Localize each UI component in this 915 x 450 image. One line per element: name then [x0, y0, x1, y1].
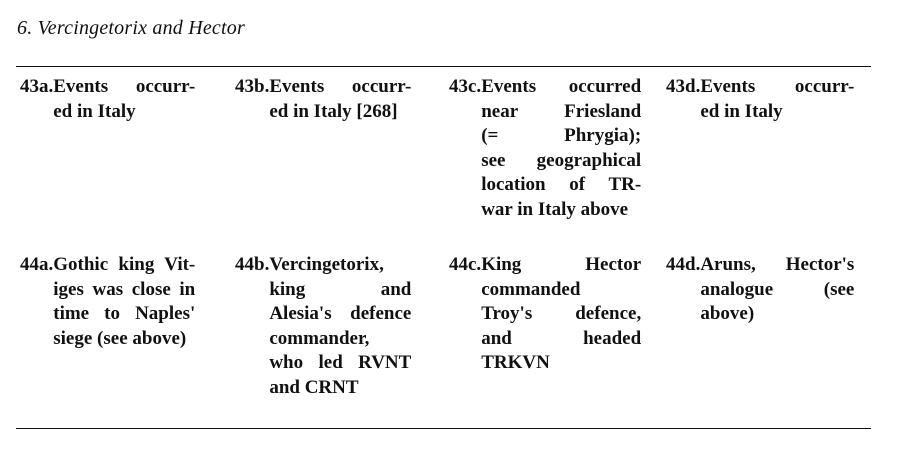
- entry-text-line: king and: [269, 278, 412, 300]
- entry-text-line: war in Italy above: [481, 198, 629, 220]
- entry-text-line: Alesia's defence: [269, 303, 412, 324]
- entry-text-line: ed in Italy: [700, 100, 783, 122]
- entry-text: [481, 75, 641, 222]
- entry-text-line: location of TR-: [481, 174, 642, 195]
- entry-text-line: Events occurr-: [53, 76, 196, 97]
- entry-text-line: Gothic king Vit-: [53, 254, 196, 275]
- entry-text-line: ed in Italy [268]: [269, 100, 398, 122]
- entry-text-line: ed in Italy: [53, 100, 136, 122]
- entry-text: [700, 253, 854, 400]
- entry-text-line: commander,: [269, 327, 370, 349]
- entry-text: [700, 75, 854, 222]
- entry-number: 43a.: [20, 76, 54, 97]
- entry-text-line: Vercingetorix,: [269, 254, 384, 275]
- table-cell-43b: [235, 75, 449, 222]
- entry-text-line: and headed: [481, 327, 642, 349]
- table-cell-43d: [666, 75, 870, 222]
- entry-text: [481, 253, 641, 400]
- entry-text-line: (= Phrygia);: [481, 125, 642, 146]
- entry-text-line: and CRNT: [269, 376, 359, 398]
- entry-text-line: Events occurr-: [700, 76, 855, 97]
- table-row-44: [20, 253, 870, 400]
- entry-text: [269, 75, 411, 222]
- entry-text-line: TRKVN: [481, 352, 550, 373]
- entry-text-line: Events occurr-: [269, 76, 412, 97]
- table-cell-43a: [20, 75, 235, 222]
- entry-text-line: who led RVNT: [269, 352, 412, 373]
- table-cell-44b: [235, 253, 449, 400]
- entry-text-line: iges was close in: [53, 278, 196, 300]
- entry-text-line: time to Naples': [53, 303, 196, 324]
- entry-text-line: Troy's defence,: [481, 303, 642, 324]
- entry-number: 43d.: [666, 76, 701, 97]
- entry-text-line: Events occurred: [481, 76, 642, 97]
- entry-text-line: commanded: [481, 278, 581, 300]
- entry-number: 43b.: [235, 76, 270, 97]
- entry-text: [269, 253, 411, 400]
- table-top-rule: [16, 66, 871, 67]
- table-cell-44a: [20, 253, 235, 400]
- entry-text-line: siege (see above): [53, 327, 187, 349]
- entry-text: [53, 253, 195, 400]
- table-bottom-rule: [16, 428, 871, 429]
- entry-number: 44d.: [666, 254, 701, 275]
- table-cell-43c: [449, 75, 666, 222]
- entry-number: 44a.: [20, 254, 54, 275]
- entry-number: 44b.: [235, 254, 270, 275]
- table-cell-44c: [449, 253, 666, 400]
- entry-number: 43c.: [449, 76, 482, 97]
- entry-text-line: analogue (see: [700, 278, 855, 300]
- entry-text-line: near Friesland: [481, 100, 642, 122]
- entry-text-line: above): [700, 303, 755, 324]
- entry-text-line: King Hector: [481, 254, 642, 275]
- entry-text-line: Aruns, Hector's: [700, 254, 855, 275]
- table-cell-44d: [666, 253, 870, 400]
- entry-number: 44c.: [449, 254, 482, 275]
- entry-text-line: see geographical: [481, 149, 642, 171]
- entry-text: [53, 75, 195, 222]
- section-heading: 6. Vercingetorix and Hector: [17, 17, 245, 39]
- table-row-43: [20, 75, 870, 222]
